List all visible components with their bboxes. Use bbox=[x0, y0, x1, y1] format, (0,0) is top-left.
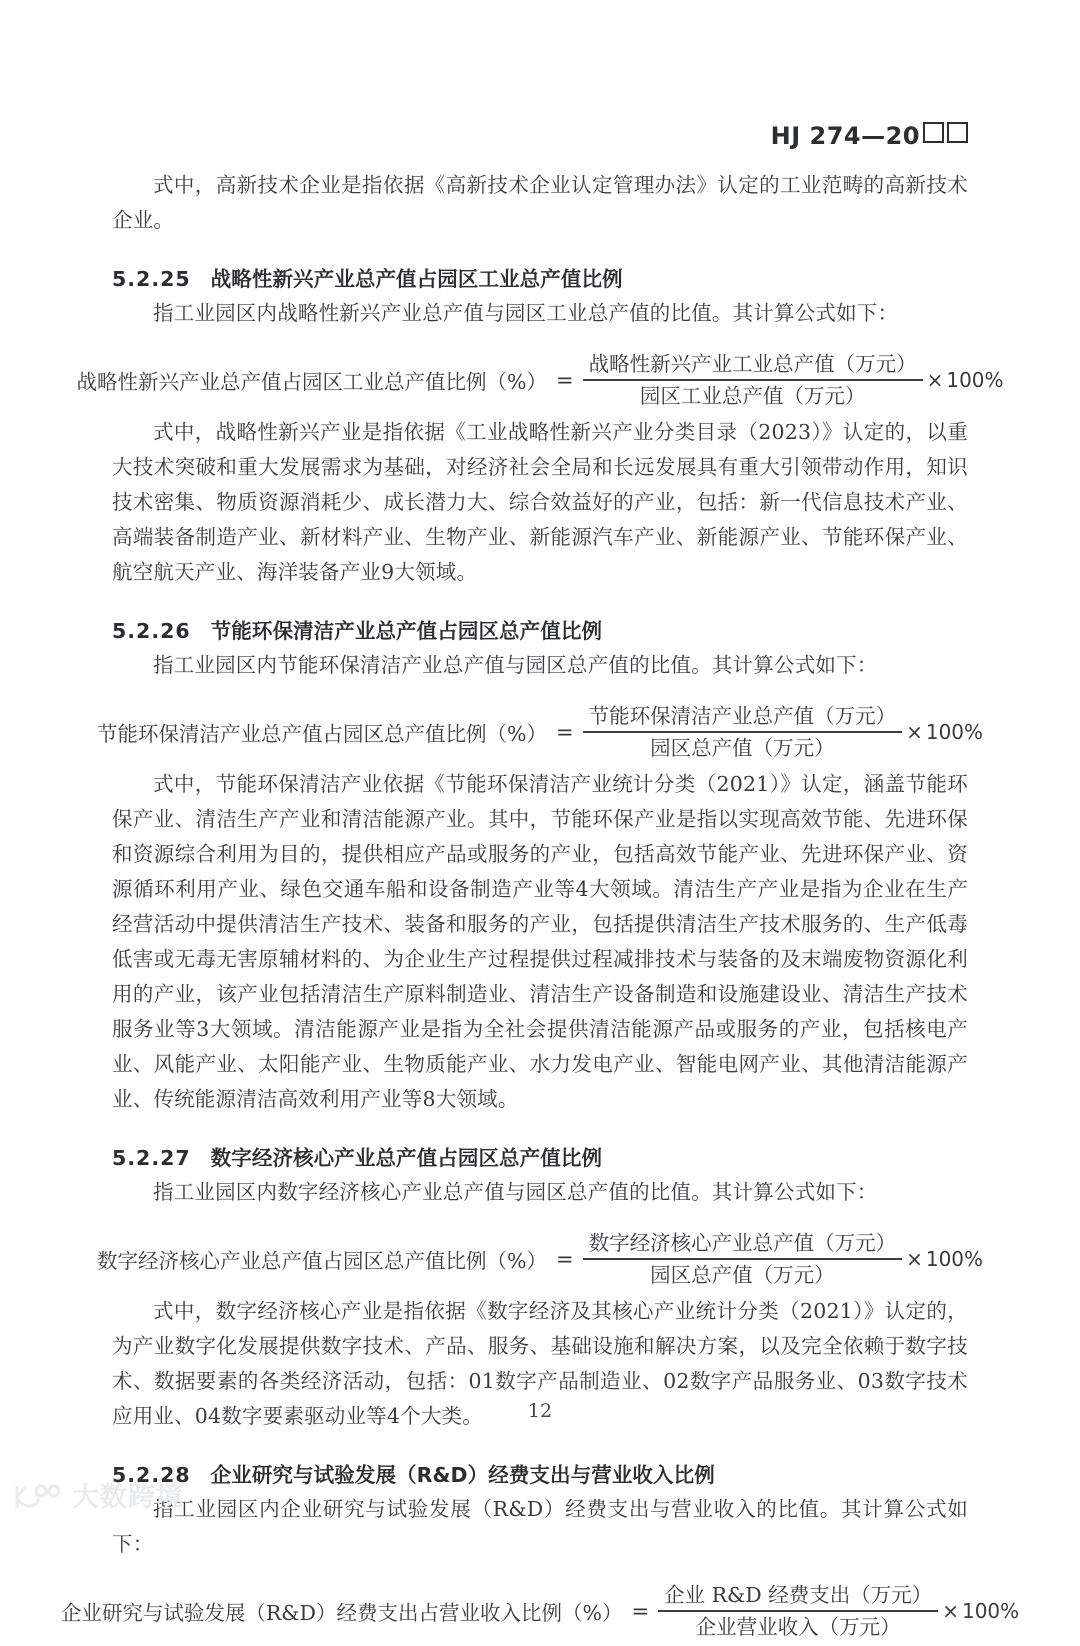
formula-5-2-28 bbox=[60, 1580, 1020, 1642]
formula-5-2-27 bbox=[96, 1228, 984, 1290]
section-number: 5.2.25 bbox=[112, 267, 191, 291]
formula-tail bbox=[906, 1247, 983, 1271]
multiplication-sign: × bbox=[906, 720, 923, 744]
document-header-standard-code bbox=[771, 122, 968, 150]
section-number: 5.2.27 bbox=[112, 1146, 191, 1170]
section-heading-5-2-26 bbox=[112, 614, 968, 648]
section-title: 企业研究与试验发展（R&D）经费支出与营业收入比例 bbox=[210, 1463, 715, 1487]
year-placeholder-box-2 bbox=[947, 122, 968, 143]
section-lead-5-2-25: 指工业园区内战略性新兴产业总产值与园区工业总产值的比值。其计算公式如下： bbox=[153, 301, 899, 325]
formula-lhs: 节能环保清洁产业总产值占园区总产值比例（%） bbox=[96, 722, 547, 746]
formula-denominator: 园区总产值（万元） bbox=[650, 736, 835, 760]
section-lead-5-2-28: 指工业园区内企业研究与试验发展（R&D）经费支出与营业收入的比值。其计算公式如下： bbox=[112, 1497, 968, 1556]
section-note-5-2-27: 式中，数字经济核心产业是指依据《数字经济及其核心产业统计分类（2021）》认定的，为产业数字化发展提供数字技术、产品、服务、基础设施和解决方案，以及完全依赖于数字技术、数据要素的各类经济活动，包括：01数字产品制造业、02数字产品服务业、03数字技术应用业、04数字要素驱动业等4个大类。 bbox=[112, 1299, 968, 1428]
section-lead-5-2-27: 指工业园区内数字经济核心产业总产值与园区总产值的比值。其计算公式如下： bbox=[153, 1180, 878, 1204]
intro-note-paragraph: 式中，高新技术企业是指依据《高新技术企业认定管理办法》认定的工业范畴的高新技术企业。 bbox=[112, 173, 968, 232]
section-heading-5-2-27 bbox=[112, 1141, 968, 1175]
watermark bbox=[10, 1482, 184, 1512]
formula-denominator: 企业营业收入（万元） bbox=[695, 1615, 901, 1639]
page-number: 12 bbox=[527, 1400, 553, 1422]
formula-lhs: 数字经济核心产业总产值占园区总产值比例（%） bbox=[96, 1249, 547, 1273]
formula-tail-value: 100% bbox=[946, 368, 1004, 392]
formula-fraction bbox=[583, 701, 903, 763]
formula-5-2-26 bbox=[96, 701, 984, 763]
standard-code-text: HJ 274—20 bbox=[770, 122, 920, 150]
formula-lhs: 战略性新兴产业总产值占园区工业总产值比例（%） bbox=[76, 370, 547, 394]
formula-tail-value: 100% bbox=[961, 1599, 1020, 1623]
formula-numerator: 节能环保清洁产业总产值（万元） bbox=[588, 704, 897, 728]
formula-denominator: 园区工业总产值（万元） bbox=[639, 384, 866, 408]
formula-tail-value: 100% bbox=[925, 1247, 984, 1271]
section-lead-5-2-26: 指工业园区内节能环保清洁产业总产值与园区总产值的比值。其计算公式如下： bbox=[153, 653, 878, 677]
formula-5-2-25 bbox=[76, 349, 1004, 411]
section-title: 节能环保清洁产业总产值占园区总产值比例 bbox=[210, 619, 603, 643]
section-heading-5-2-28 bbox=[112, 1458, 968, 1492]
section-note-5-2-25: 式中，战略性新兴产业是指依据《工业战略性新兴产业分类目录（2023）》认定的，以重大技术突破和重大发展需求为基础，对经济社会全局和长远发展具有重大引领带动作用，知识技术密集、物质资源消耗少、成长潜力大、综合效益好的产业，包括：新一代信息技术产业、高端装备制造产业、新材料产业、生物产业、新能源汽车产业、新能源产业、节能环保产业、航空航天产业、海洋装备产业9大领域。 bbox=[112, 420, 968, 584]
formula-lhs: 企业研究与试验发展（R&D）经费支出占营业收入比例（%） bbox=[60, 1601, 623, 1625]
watermark-text: 大数跨境 bbox=[72, 1481, 184, 1513]
formula-numerator: 企业 R&D 经费支出（万元） bbox=[664, 1583, 933, 1607]
formula-denominator: 园区总产值（万元） bbox=[650, 1263, 835, 1287]
formula-equals-sign: = bbox=[555, 368, 574, 392]
section-title: 数字经济核心产业总产值占园区总产值比例 bbox=[210, 1146, 603, 1170]
formula-tail bbox=[927, 368, 1004, 392]
multiplication-sign: × bbox=[906, 1247, 923, 1271]
formula-numerator: 数字经济核心产业总产值（万元） bbox=[588, 1231, 897, 1255]
formula-equals-sign: = bbox=[555, 1247, 574, 1271]
section-heading-5-2-25 bbox=[112, 262, 968, 296]
formula-fraction bbox=[583, 349, 923, 411]
formula-equals-sign: = bbox=[555, 720, 574, 744]
year-placeholder-box-1 bbox=[923, 122, 944, 143]
formula-tail-value: 100% bbox=[925, 720, 984, 744]
formula-fraction bbox=[583, 1228, 903, 1290]
formula-tail bbox=[906, 720, 983, 744]
formula-equals-sign: = bbox=[631, 1599, 650, 1623]
dashujingjing-logo-icon bbox=[10, 1482, 64, 1512]
section-note-5-2-26: 式中，节能环保清洁产业依据《节能环保清洁产业统计分类（2021）》认定，涵盖节能环保产业、清洁生产产业和清洁能源产业。其中，节能环保产业是指以实现高效节能、先进环保和资源综合利用为目的，提供相应产品或服务的产业，包括高效节能产业、先进环保产业、资源循环利用产业、绿色交通车船和设备制造产业等4大领域。清洁生产产业是指为企业在生产经营活动中提供清洁生产技术、装备和服务的产业，包括提供清洁生产技术服务的、生产低毒低害或无毒无害原辅材料的、为企业生产过程提供过程减排技术与装备的及末端废物资源化利用的产业，该产业包括清洁生产原料制造业、清洁生产设备制造和设施建设业、清洁生产技术服务业等3大领域。清洁能源产业是指为全社会提供清洁能源产品或服务的产业，包括核电产业、风能产业、太阳能产业、生物质能产业、水力发电产业、智能电网产业、其他清洁能源产业、传统能源清洁高效利用产业等8大领域。 bbox=[112, 772, 968, 1111]
multiplication-sign: × bbox=[942, 1599, 959, 1623]
multiplication-sign: × bbox=[926, 368, 944, 392]
formula-fraction bbox=[658, 1580, 938, 1642]
section-number: 5.2.28 bbox=[112, 1463, 191, 1487]
formula-numerator: 战略性新兴产业工业总产值（万元） bbox=[588, 352, 917, 376]
section-number: 5.2.26 bbox=[112, 619, 191, 643]
document-body bbox=[60, 168, 1020, 1646]
section-title: 战略性新兴产业总产值占园区工业总产值比例 bbox=[210, 267, 623, 291]
formula-tail bbox=[942, 1599, 1019, 1623]
